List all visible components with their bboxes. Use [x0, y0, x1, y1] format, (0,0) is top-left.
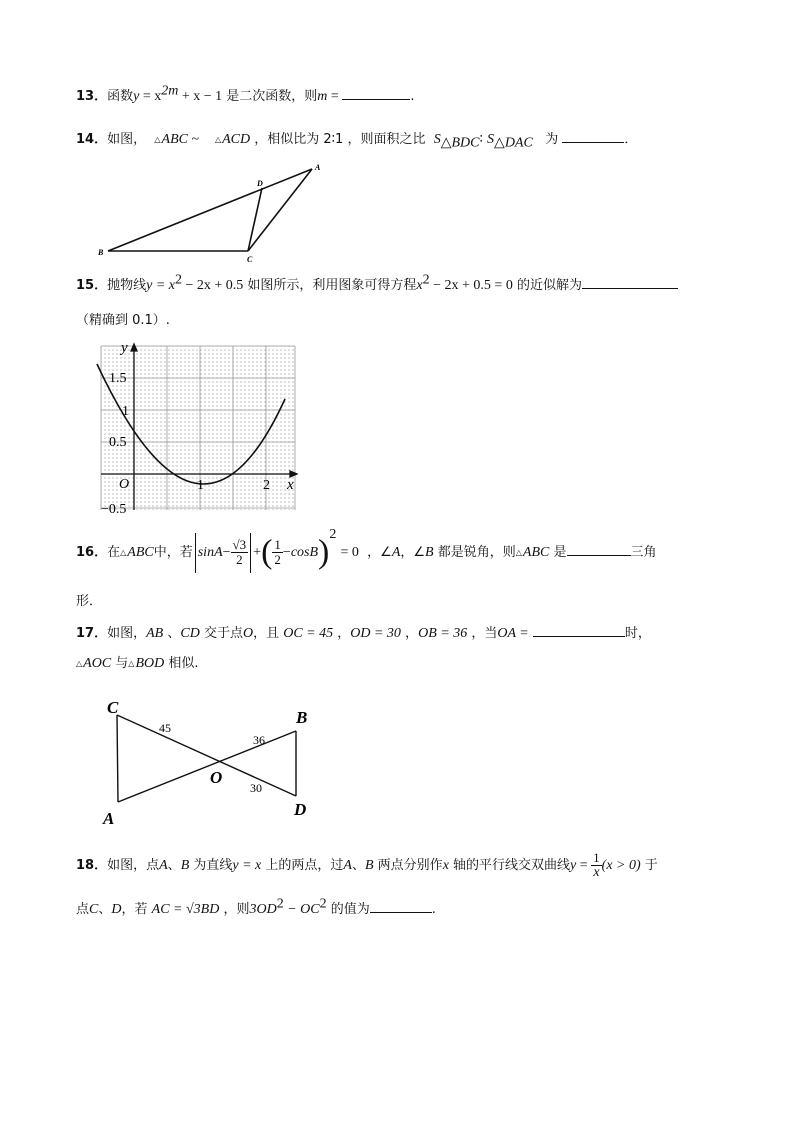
y-tick-label: −0.5: [101, 502, 127, 516]
bowtie-figure-q17: [98, 693, 328, 828]
triangle-icon: △: [120, 548, 127, 557]
y-axis-label: y: [121, 340, 128, 356]
question-15-note: （精确到 0.1）.: [76, 313, 170, 328]
abs-bar-right: [250, 533, 251, 573]
triangle-icon: △: [154, 135, 161, 144]
abs-bar-left: [195, 533, 196, 573]
question-17: 17．如图，AB 、CD 交于点O，且 OC = 45 ，OD = 30 ，OB = 36 ，当OA = 时，: [76, 626, 651, 641]
question-17-continued: △AOC 与△BOD 相似.: [76, 656, 199, 671]
label-C: C: [107, 698, 119, 717]
question-number: 18．: [76, 858, 108, 873]
triangle-icon: △: [76, 659, 83, 668]
question-15: 15．抛物线$y = x^2 - 2x + 0.5$ 如图所示，利用图象可得方程$x^2 - 2x + 0.5 = 0$ 的近似解为: [76, 276, 678, 295]
answer-blank[interactable]: [562, 130, 624, 143]
label-A: A: [103, 809, 115, 828]
triangle-figure-q14: [90, 160, 330, 265]
label-O: O: [210, 768, 223, 787]
question-13: 13．函数$y = x^{2m} + x - 1$ 是二次函数，则m = .: [76, 83, 415, 104]
label-D: D: [294, 800, 307, 819]
triangle-icon: △: [214, 135, 222, 144]
question-number: 16．: [76, 545, 108, 560]
label-B: B: [296, 708, 308, 727]
label-B: B: [98, 248, 104, 257]
question-18: 18．如图，点A、B 为直线y = x 上的两点，过A、B 两点分别作x 轴的平行线交双曲线y = $\frac{1}{x}$ (x > 0) 于: [76, 850, 658, 880]
question-number: 14．: [76, 132, 108, 147]
y-tick-label: 1: [122, 404, 129, 419]
question-number: 15．: [76, 278, 108, 293]
question-18-continued: 点C、D，若 AC = √3BD ，则$3OD^2 - OC^2$ 的值为 .: [76, 896, 436, 917]
answer-blank[interactable]: [342, 87, 410, 100]
fraction-one-half: $\frac{1}{2}$: [274, 537, 281, 567]
label-A: A: [315, 163, 321, 172]
origin-label: O: [119, 477, 130, 492]
label-C: C: [247, 255, 253, 264]
length-label-OB: 36: [253, 733, 265, 747]
parabola-graph: [95, 340, 305, 516]
question-number: 13．: [76, 89, 108, 104]
question-number: 17．: [76, 626, 108, 641]
x-tick-label: 1: [197, 478, 204, 493]
question-16-continued: 形．: [76, 594, 103, 609]
length-label-OC: 45: [159, 721, 171, 735]
y-tick-label: 0.5: [109, 435, 127, 450]
length-label-OD: 30: [250, 781, 262, 795]
triangle-icon: △: [515, 548, 522, 557]
answer-blank[interactable]: [567, 543, 631, 556]
answer-blank[interactable]: [582, 276, 678, 289]
question-16: 16．在△ABC中，若 sinA− $\frac{√3}{2}$ +( $\frac{1}{2}$ −cosB)$^2$ = 0 ，∠A，∠B 都是锐角，则△ABC 是 三角: [76, 527, 657, 571]
x-tick-label: 2: [263, 478, 270, 493]
question-14: 14．如图， △ABC ~ △ACD ，相似比为 2∶1 ，则面积之比 $S_{\triangle BDC}∶$ $S_{\triangle DAC}$ 为 ．: [76, 132, 638, 151]
x-axis-label: x: [287, 477, 294, 493]
label-D: D: [257, 179, 263, 188]
triangle-icon: △: [128, 659, 135, 668]
fraction-one-over-x: $\frac{1}{x}$: [593, 850, 600, 880]
y-tick-label: 1.5: [109, 371, 127, 386]
answer-blank[interactable]: [533, 624, 625, 637]
answer-blank[interactable]: [370, 900, 432, 913]
fraction-sqrt3-over-2: $\frac{√3}{2}$: [232, 537, 247, 567]
